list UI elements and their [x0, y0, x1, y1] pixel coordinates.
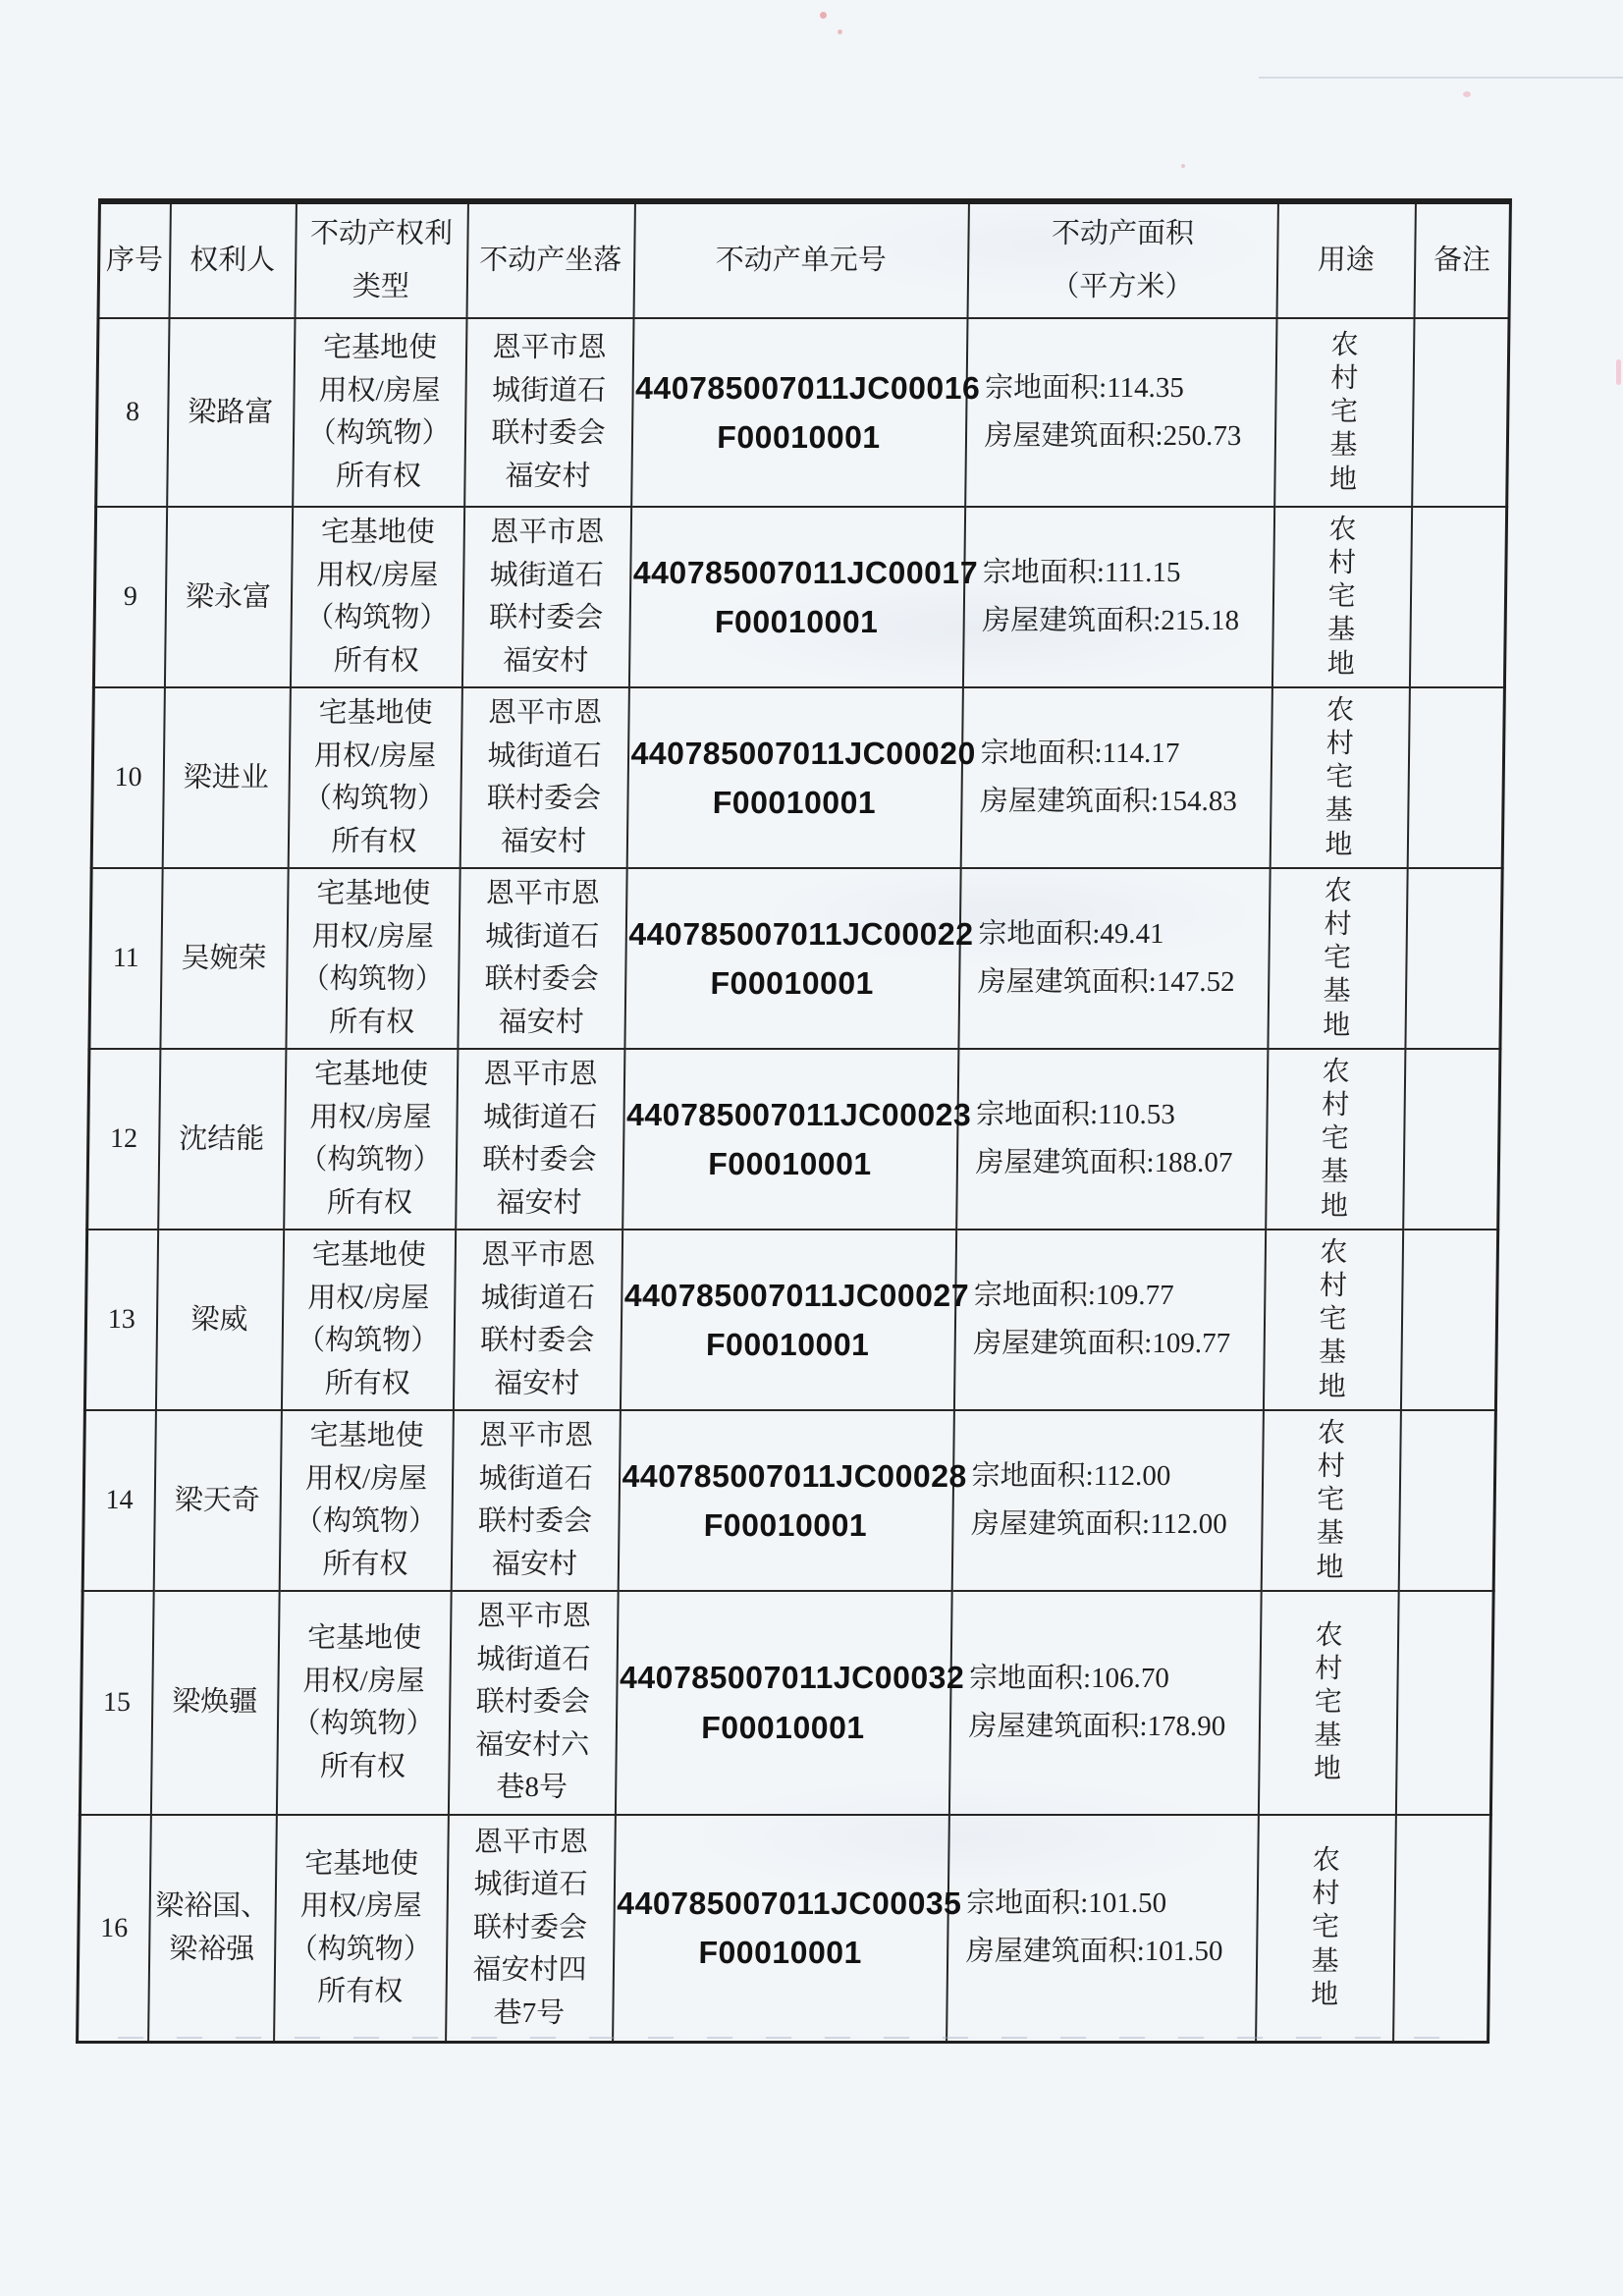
cell-serial-number: 9 [93, 507, 166, 687]
unit-number-line1: 440785007011JC00023 [625, 1096, 972, 1132]
cell-right-type: 宅基地使 用权/房屋 （构筑物） 所有权 [276, 1591, 451, 1815]
cell-rights-holder: 梁威 [155, 1230, 283, 1410]
cell-unit-number [613, 1815, 962, 2043]
parcel-area-line: 宗地面积:114.17 [980, 738, 1180, 770]
table-row [93, 507, 1506, 687]
cell-area [948, 1591, 1261, 1815]
usage-vertical-text: 农村宅基地 [1310, 1845, 1341, 2010]
cell-unit-number [618, 1410, 968, 1591]
table-row [91, 687, 1504, 868]
usage-vertical-text: 农村宅基地 [1328, 329, 1359, 495]
cell-location: 恩平市恩 城街道石 联村委会 福安村六 巷8号 [448, 1591, 618, 1815]
unit-number-line2: F00010001 [717, 418, 881, 455]
cell-right-type: 宅基地使 用权/房屋 （构筑物） 所有权 [288, 687, 461, 868]
cell-rights-holder: 梁裕国、 梁裕强 [148, 1815, 277, 2043]
cell-serial-number: 15 [80, 1591, 153, 1815]
table-row [78, 1815, 1491, 2043]
usage-vertical-text: 农村宅基地 [1318, 1236, 1348, 1402]
cell-area [958, 868, 1270, 1049]
cell-serial-number: 11 [89, 868, 162, 1049]
cell-rights-holder: 梁进业 [162, 687, 290, 868]
table-row [84, 1230, 1497, 1410]
cell-serial-number: 13 [84, 1230, 157, 1410]
building-area-line: 房屋建筑面积:250.73 [984, 419, 1242, 452]
parcel-area-line: 宗地面积:114.35 [984, 372, 1185, 405]
usage-vertical-text: 农村宅基地 [1313, 1619, 1343, 1785]
usage-vertical-text: 农村宅基地 [1316, 1417, 1346, 1583]
cell-rights-holder: 吴婉荣 [160, 868, 288, 1049]
parcel-area-line: 宗地面积:101.50 [966, 1887, 1167, 1920]
property-registry-table-wrap [76, 198, 1512, 2044]
cell-remark [1395, 1591, 1493, 1815]
cell-remark [1409, 507, 1506, 687]
unit-number-line1: 440785007011JC00022 [628, 915, 974, 952]
unit-number-line2: F00010001 [712, 784, 877, 820]
unit-number-line2: F00010001 [705, 1326, 870, 1362]
table-body [78, 318, 1509, 2043]
header-property-location: 不动产坐落 [466, 201, 634, 318]
header-row [98, 201, 1510, 318]
cell-serial-number: 12 [87, 1049, 160, 1230]
cell-usage [1261, 1410, 1400, 1591]
building-area-line: 房屋建筑面积:178.90 [968, 1710, 1226, 1742]
cell-remark [1405, 868, 1502, 1049]
cell-right-type: 宅基地使 用权/房屋 （构筑物） 所有权 [281, 1230, 455, 1410]
cell-right-type: 宅基地使 用权/房屋 （构筑物） 所有权 [274, 1815, 449, 2043]
cell-remark [1403, 1049, 1500, 1230]
header-unit-number: 不动产单元号 [633, 201, 968, 318]
cell-location: 恩平市恩 城街道石 联村委会 福安村 [464, 318, 633, 507]
header-area-sqm: 不动产面积 （平方米） [967, 201, 1277, 318]
table-row [87, 1049, 1500, 1230]
cell-location: 恩平市恩 城街道石 联村委会 福安村四 巷7号 [446, 1815, 616, 2043]
unit-number-line1: 440785007011JC00027 [623, 1277, 970, 1313]
cell-serial-number: 10 [91, 687, 164, 868]
unit-number-line2: F00010001 [708, 1145, 872, 1181]
header-usage: 用途 [1276, 201, 1415, 318]
usage-vertical-text: 农村宅基地 [1325, 694, 1355, 860]
cell-area [956, 1049, 1268, 1230]
cell-location: 恩平市恩 城街道石 联村委会 福安村 [456, 1049, 624, 1230]
cell-usage [1258, 1591, 1398, 1815]
cell-usage [1274, 318, 1414, 507]
cell-unit-number [615, 1591, 965, 1815]
scan-artifact-line [1259, 77, 1623, 79]
cell-remark [1400, 1230, 1497, 1410]
cell-location: 恩平市恩 城街道石 联村委会 福安村 [460, 687, 628, 868]
cell-unit-number [622, 1049, 972, 1230]
cell-usage [1268, 868, 1407, 1049]
cell-area [960, 687, 1271, 868]
unit-number-line1: 440785007011JC00028 [622, 1457, 968, 1494]
unit-number-line2: F00010001 [701, 1709, 865, 1745]
header-rights-holder: 权利人 [169, 201, 296, 318]
header-remark: 备注 [1414, 201, 1510, 318]
parcel-area-line: 宗地面积:110.53 [975, 1099, 1176, 1131]
cell-remark [1398, 1410, 1495, 1591]
cell-right-type: 宅基地使 用权/房屋 （构筑物） 所有权 [290, 507, 463, 687]
cell-rights-holder: 梁永富 [164, 507, 292, 687]
scan-artifact-speck [1181, 164, 1185, 168]
cell-location: 恩平市恩 城街道石 联村委会 福安村 [458, 868, 626, 1049]
table-row [80, 1591, 1493, 1815]
cell-serial-number: 8 [96, 318, 169, 507]
cell-location: 恩平市恩 城街道石 联村委会 福安村 [453, 1230, 622, 1410]
building-area-line: 房屋建筑面积:154.83 [979, 785, 1238, 817]
cell-unit-number [626, 687, 977, 868]
cell-remark [1407, 687, 1504, 868]
table-header [98, 201, 1510, 318]
cell-serial-number: 14 [82, 1410, 155, 1591]
cell-right-type: 宅基地使 用权/房屋 （构筑物） 所有权 [284, 1049, 458, 1230]
parcel-area-line: 宗地面积:106.70 [968, 1662, 1170, 1694]
scan-artifact-speck [838, 29, 842, 34]
table-row [89, 868, 1502, 1049]
cell-rights-holder: 梁焕疆 [150, 1591, 279, 1815]
unit-number-line1: 440785007011JC00020 [630, 735, 977, 771]
usage-vertical-text: 农村宅基地 [1323, 875, 1353, 1041]
cell-usage [1256, 1815, 1396, 2043]
unit-number-line2: F00010001 [710, 964, 875, 1001]
parcel-area-line: 宗地面积:111.15 [982, 557, 1181, 589]
header-serial-number: 序号 [98, 201, 170, 318]
cell-remark [1393, 1815, 1491, 2043]
unit-number-line2: F00010001 [698, 1935, 863, 1971]
building-area-line: 房屋建筑面积:188.07 [975, 1146, 1233, 1178]
usage-vertical-text: 农村宅基地 [1326, 514, 1357, 680]
building-area-line: 房屋建筑面积:147.52 [977, 965, 1235, 998]
unit-number-line1: 440785007011JC00032 [619, 1660, 965, 1696]
cell-area [953, 1230, 1265, 1410]
cell-unit-number [620, 1230, 970, 1410]
cell-usage [1271, 507, 1411, 687]
cell-right-type: 宅基地使 用权/房屋 （构筑物） 所有权 [279, 1410, 453, 1591]
unit-number-line1: 440785007011JC00016 [634, 369, 981, 406]
parcel-area-line: 宗地面积:49.41 [978, 918, 1164, 951]
table-row [96, 318, 1509, 507]
cell-unit-number [624, 868, 974, 1049]
unit-number-line2: F00010001 [703, 1506, 868, 1543]
building-area-line: 房屋建筑面积:101.50 [965, 1936, 1223, 1968]
property-registry-table [76, 198, 1512, 2044]
building-area-line: 房屋建筑面积:215.18 [982, 604, 1240, 636]
parcel-area-line: 宗地面积:112.00 [971, 1460, 1171, 1493]
cell-usage [1266, 1049, 1405, 1230]
cell-location: 恩平市恩 城街道石 联村委会 福安村 [451, 1410, 620, 1591]
parcel-area-line: 宗地面积:109.77 [973, 1280, 1174, 1312]
cell-rights-holder: 梁天奇 [153, 1410, 281, 1591]
building-area-line: 房屋建筑面积:112.00 [970, 1507, 1227, 1540]
cell-remark [1412, 318, 1509, 507]
header-right-type: 不动产权利 类型 [295, 201, 467, 318]
cell-usage [1270, 687, 1409, 868]
cell-unit-number [628, 507, 979, 687]
cell-right-type: 宅基地使 用权/房屋 （构筑物） 所有权 [293, 318, 466, 507]
unit-number-line2: F00010001 [714, 603, 879, 639]
usage-vertical-text: 农村宅基地 [1320, 1056, 1350, 1222]
cell-usage [1263, 1230, 1402, 1410]
cell-location: 恩平市恩 城街道石 联村委会 福安村 [461, 507, 630, 687]
scan-artifact-speck [820, 12, 827, 19]
cell-area [962, 507, 1273, 687]
cell-area [965, 318, 1276, 507]
scan-artifact-speck [1463, 91, 1471, 97]
scan-artifact-streak [1616, 359, 1621, 385]
cell-right-type: 宅基地使 用权/房屋 （构筑物） 所有权 [286, 868, 460, 1049]
cell-serial-number: 16 [78, 1815, 151, 2043]
building-area-line: 房屋建筑面积:109.77 [973, 1327, 1231, 1359]
table-row [82, 1410, 1495, 1591]
unit-number-line1: 440785007011JC00035 [617, 1885, 962, 1921]
cell-unit-number [631, 318, 981, 507]
cell-area [947, 1815, 1259, 2043]
cell-rights-holder: 沈结能 [158, 1049, 286, 1230]
cell-area [951, 1410, 1263, 1591]
unit-number-line1: 440785007011JC00017 [632, 554, 979, 590]
cell-rights-holder: 梁路富 [167, 318, 295, 507]
